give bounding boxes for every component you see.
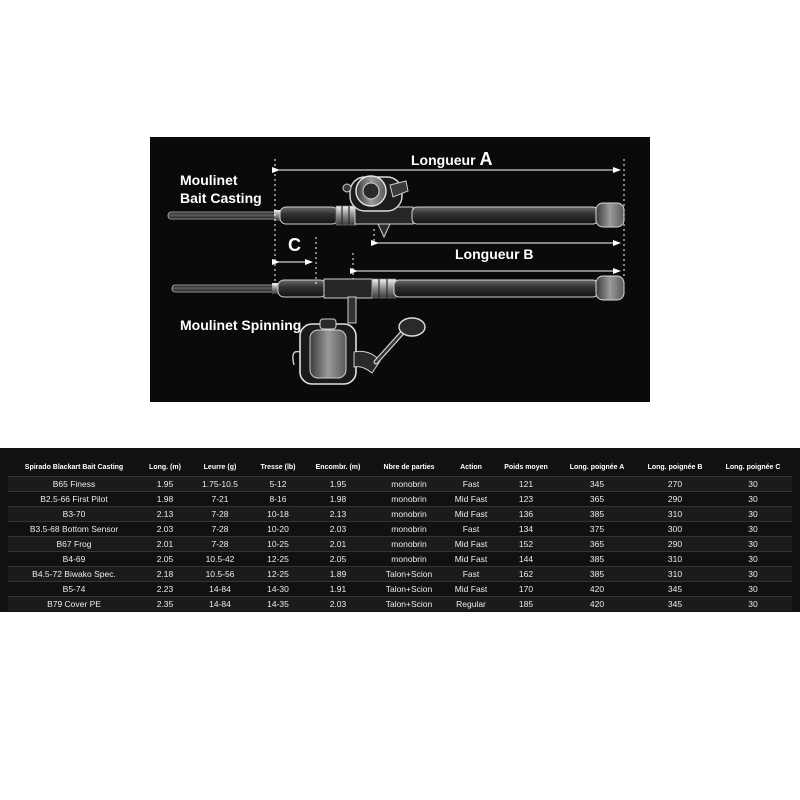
label-length-a-letter: A xyxy=(479,149,493,169)
table-cell: 30 xyxy=(748,494,758,504)
table-cell: 310 xyxy=(667,569,683,579)
table-cell: monobrin xyxy=(391,524,427,534)
table-cell: 10.5-42 xyxy=(205,554,235,564)
table-cell: 1.95 xyxy=(156,479,174,489)
table-cell: 2.18 xyxy=(156,569,174,579)
table-cell: 10-20 xyxy=(267,524,289,534)
table-cell: 7-21 xyxy=(211,494,229,504)
column-header: Poids moyen xyxy=(504,463,548,471)
table-cell: 420 xyxy=(589,584,605,594)
table-cell: Mid Fast xyxy=(454,494,488,504)
table-cell: 30 xyxy=(748,554,758,564)
rod-blank xyxy=(172,285,277,292)
table-cell: 2.01 xyxy=(156,539,174,549)
table-cell: 134 xyxy=(518,524,534,534)
table-cell: 30 xyxy=(748,479,758,489)
table-cell: 10-25 xyxy=(267,539,289,549)
label-length-c: C xyxy=(288,235,301,255)
table-row xyxy=(8,522,792,537)
table-cell: Fast xyxy=(462,524,480,534)
table-cell: B4-69 xyxy=(62,554,86,564)
label-length-a-prefix: Longueur xyxy=(411,152,480,168)
table-cell: 7-28 xyxy=(211,509,229,519)
table-cell: 170 xyxy=(518,584,534,594)
column-header: Action xyxy=(460,463,482,471)
reel-seat-nut xyxy=(372,279,396,298)
table-cell: 385 xyxy=(589,509,605,519)
table-cell: monobrin xyxy=(391,539,427,549)
table-cell: monobrin xyxy=(391,494,427,504)
table-cell: 152 xyxy=(518,539,534,549)
table-cell: monobrin xyxy=(391,479,427,489)
label-length-b: Longueur B xyxy=(455,246,534,262)
table-cell: 30 xyxy=(748,524,758,534)
table-cell: 14-84 xyxy=(209,599,231,609)
reel-seat-nut xyxy=(336,206,356,225)
table-cell: 290 xyxy=(667,539,683,549)
column-header: Long. poignée A xyxy=(569,463,625,471)
table-cell: 8-16 xyxy=(269,494,287,504)
table-cell: 12-25 xyxy=(267,569,289,579)
table-cell: B3-70 xyxy=(62,509,86,519)
table-cell: 2.13 xyxy=(329,509,347,519)
table-cell: 345 xyxy=(589,479,605,489)
table-header-row xyxy=(8,458,792,477)
table-cell: 2.03 xyxy=(329,524,347,534)
reel-seat xyxy=(324,279,372,298)
table-cell: B3.5-68 Bottom Sensor xyxy=(29,524,119,534)
rear-grip xyxy=(394,280,598,297)
table-cell: Mid Fast xyxy=(454,584,488,594)
table-cell: 30 xyxy=(748,584,758,594)
table-cell: 5-12 xyxy=(269,479,287,489)
table-cell: 2.05 xyxy=(156,554,174,564)
table-cell: 300 xyxy=(667,524,683,534)
table-cell: 310 xyxy=(667,509,683,519)
table-cell: 136 xyxy=(518,509,534,519)
rear-grip xyxy=(412,207,598,224)
table-cell: B65 Finess xyxy=(52,479,96,489)
butt-cap xyxy=(596,203,624,227)
table-cell: 1.89 xyxy=(329,569,347,579)
label-bait-casting-line2: Bait Casting xyxy=(180,190,262,206)
table-cell: Regular xyxy=(456,599,486,609)
column-header: Leurre (g) xyxy=(203,463,237,471)
table-cell: 345 xyxy=(667,599,683,609)
table-cell: 375 xyxy=(589,524,605,534)
table-row xyxy=(8,507,792,522)
spinning-reel xyxy=(293,297,425,384)
table-cell: 420 xyxy=(589,599,605,609)
table-cell: B79 Cover PE xyxy=(47,599,101,609)
table-cell: 14-84 xyxy=(209,584,231,594)
table-cell: 12-25 xyxy=(267,554,289,564)
table-cell: B2.5-66 First Pilot xyxy=(40,494,108,504)
table-cell: 185 xyxy=(518,599,534,609)
spec-table-panel xyxy=(0,448,800,612)
column-header: Encombr. (m) xyxy=(315,463,361,471)
table-cell: B4.5-72 Biwako Spec. xyxy=(32,569,116,579)
rod-blank xyxy=(168,212,278,219)
table-cell: Talon+Scion xyxy=(385,599,433,609)
column-header: Long. poignée B xyxy=(647,463,703,471)
table-cell: 7-28 xyxy=(211,524,229,534)
butt-cap xyxy=(596,276,624,300)
table-cell: Mid Fast xyxy=(454,554,488,564)
table-cell: 270 xyxy=(667,479,683,489)
table-row xyxy=(8,567,792,582)
table-cell: Fast xyxy=(462,569,480,579)
fore-grip xyxy=(280,207,338,224)
table-cell: monobrin xyxy=(391,509,427,519)
column-header: Long. (m) xyxy=(149,463,181,471)
table-cell: Talon+Scion xyxy=(385,569,433,579)
table-row xyxy=(8,597,792,612)
table-cell: 2.01 xyxy=(329,539,347,549)
table-cell: 365 xyxy=(589,539,605,549)
table-cell: Mid Fast xyxy=(454,509,488,519)
table-cell: 14-30 xyxy=(267,584,289,594)
table-cell: 1.95 xyxy=(329,479,347,489)
table-row xyxy=(8,552,792,567)
table-cell: 385 xyxy=(589,554,605,564)
label-bait-casting-reel xyxy=(180,171,262,207)
table-cell: 2.05 xyxy=(329,554,347,564)
table-cell: 2.13 xyxy=(156,509,174,519)
table-cell: 1.98 xyxy=(329,494,347,504)
label-bait-casting-line1: Moulinet xyxy=(180,172,238,188)
spec-table xyxy=(8,458,792,611)
table-cell: 365 xyxy=(589,494,605,504)
table-cell: 123 xyxy=(518,494,534,504)
table-cell: 7-28 xyxy=(211,539,229,549)
table-cell: 30 xyxy=(748,509,758,519)
table-row xyxy=(8,492,792,507)
label-spinning-reel: Moulinet Spinning xyxy=(180,317,302,333)
table-cell: B67 Frog xyxy=(56,539,92,549)
table-cell: 345 xyxy=(667,584,683,594)
fore-grip xyxy=(278,280,326,297)
table-cell: 1.98 xyxy=(156,494,174,504)
table-cell: 10.5-56 xyxy=(205,569,235,579)
column-header: Nbre de parties xyxy=(383,463,435,471)
trigger xyxy=(378,224,390,237)
table-cell: 30 xyxy=(748,539,758,549)
table-cell: 310 xyxy=(667,554,683,564)
table-cell: Talon+Scion xyxy=(385,584,433,594)
table-cell: B5-74 xyxy=(62,584,86,594)
rod-dimension-diagram xyxy=(150,137,650,402)
table-cell: 1.91 xyxy=(329,584,347,594)
table-cell: 14-35 xyxy=(267,599,289,609)
table-cell: 1.75-10.5 xyxy=(202,479,238,489)
table-cell: 144 xyxy=(518,554,534,564)
table-cell: monobrin xyxy=(391,554,427,564)
table-cell: 2.23 xyxy=(156,584,174,594)
table-row xyxy=(8,537,792,552)
column-header: Long. poignée C xyxy=(725,463,781,471)
table-cell: Fast xyxy=(462,479,480,489)
table-cell: 162 xyxy=(518,569,534,579)
table-cell: 121 xyxy=(518,479,534,489)
table-cell: 10-18 xyxy=(267,509,289,519)
table-row xyxy=(8,582,792,597)
column-header: Tresse (lb) xyxy=(260,463,296,471)
bait-casting-reel xyxy=(343,176,408,211)
table-cell: 290 xyxy=(667,494,683,504)
table-cell: 30 xyxy=(748,569,758,579)
table-cell: 2.03 xyxy=(329,599,347,609)
table-cell: 385 xyxy=(589,569,605,579)
table-row xyxy=(8,477,792,492)
table-cell: Mid Fast xyxy=(454,539,488,549)
table-cell: 2.35 xyxy=(156,599,174,609)
column-header: Spirado Blackart Bait Casting xyxy=(24,463,124,471)
label-length-a xyxy=(411,149,492,170)
table-cell: 2.03 xyxy=(156,524,174,534)
table-cell: 30 xyxy=(748,599,758,609)
